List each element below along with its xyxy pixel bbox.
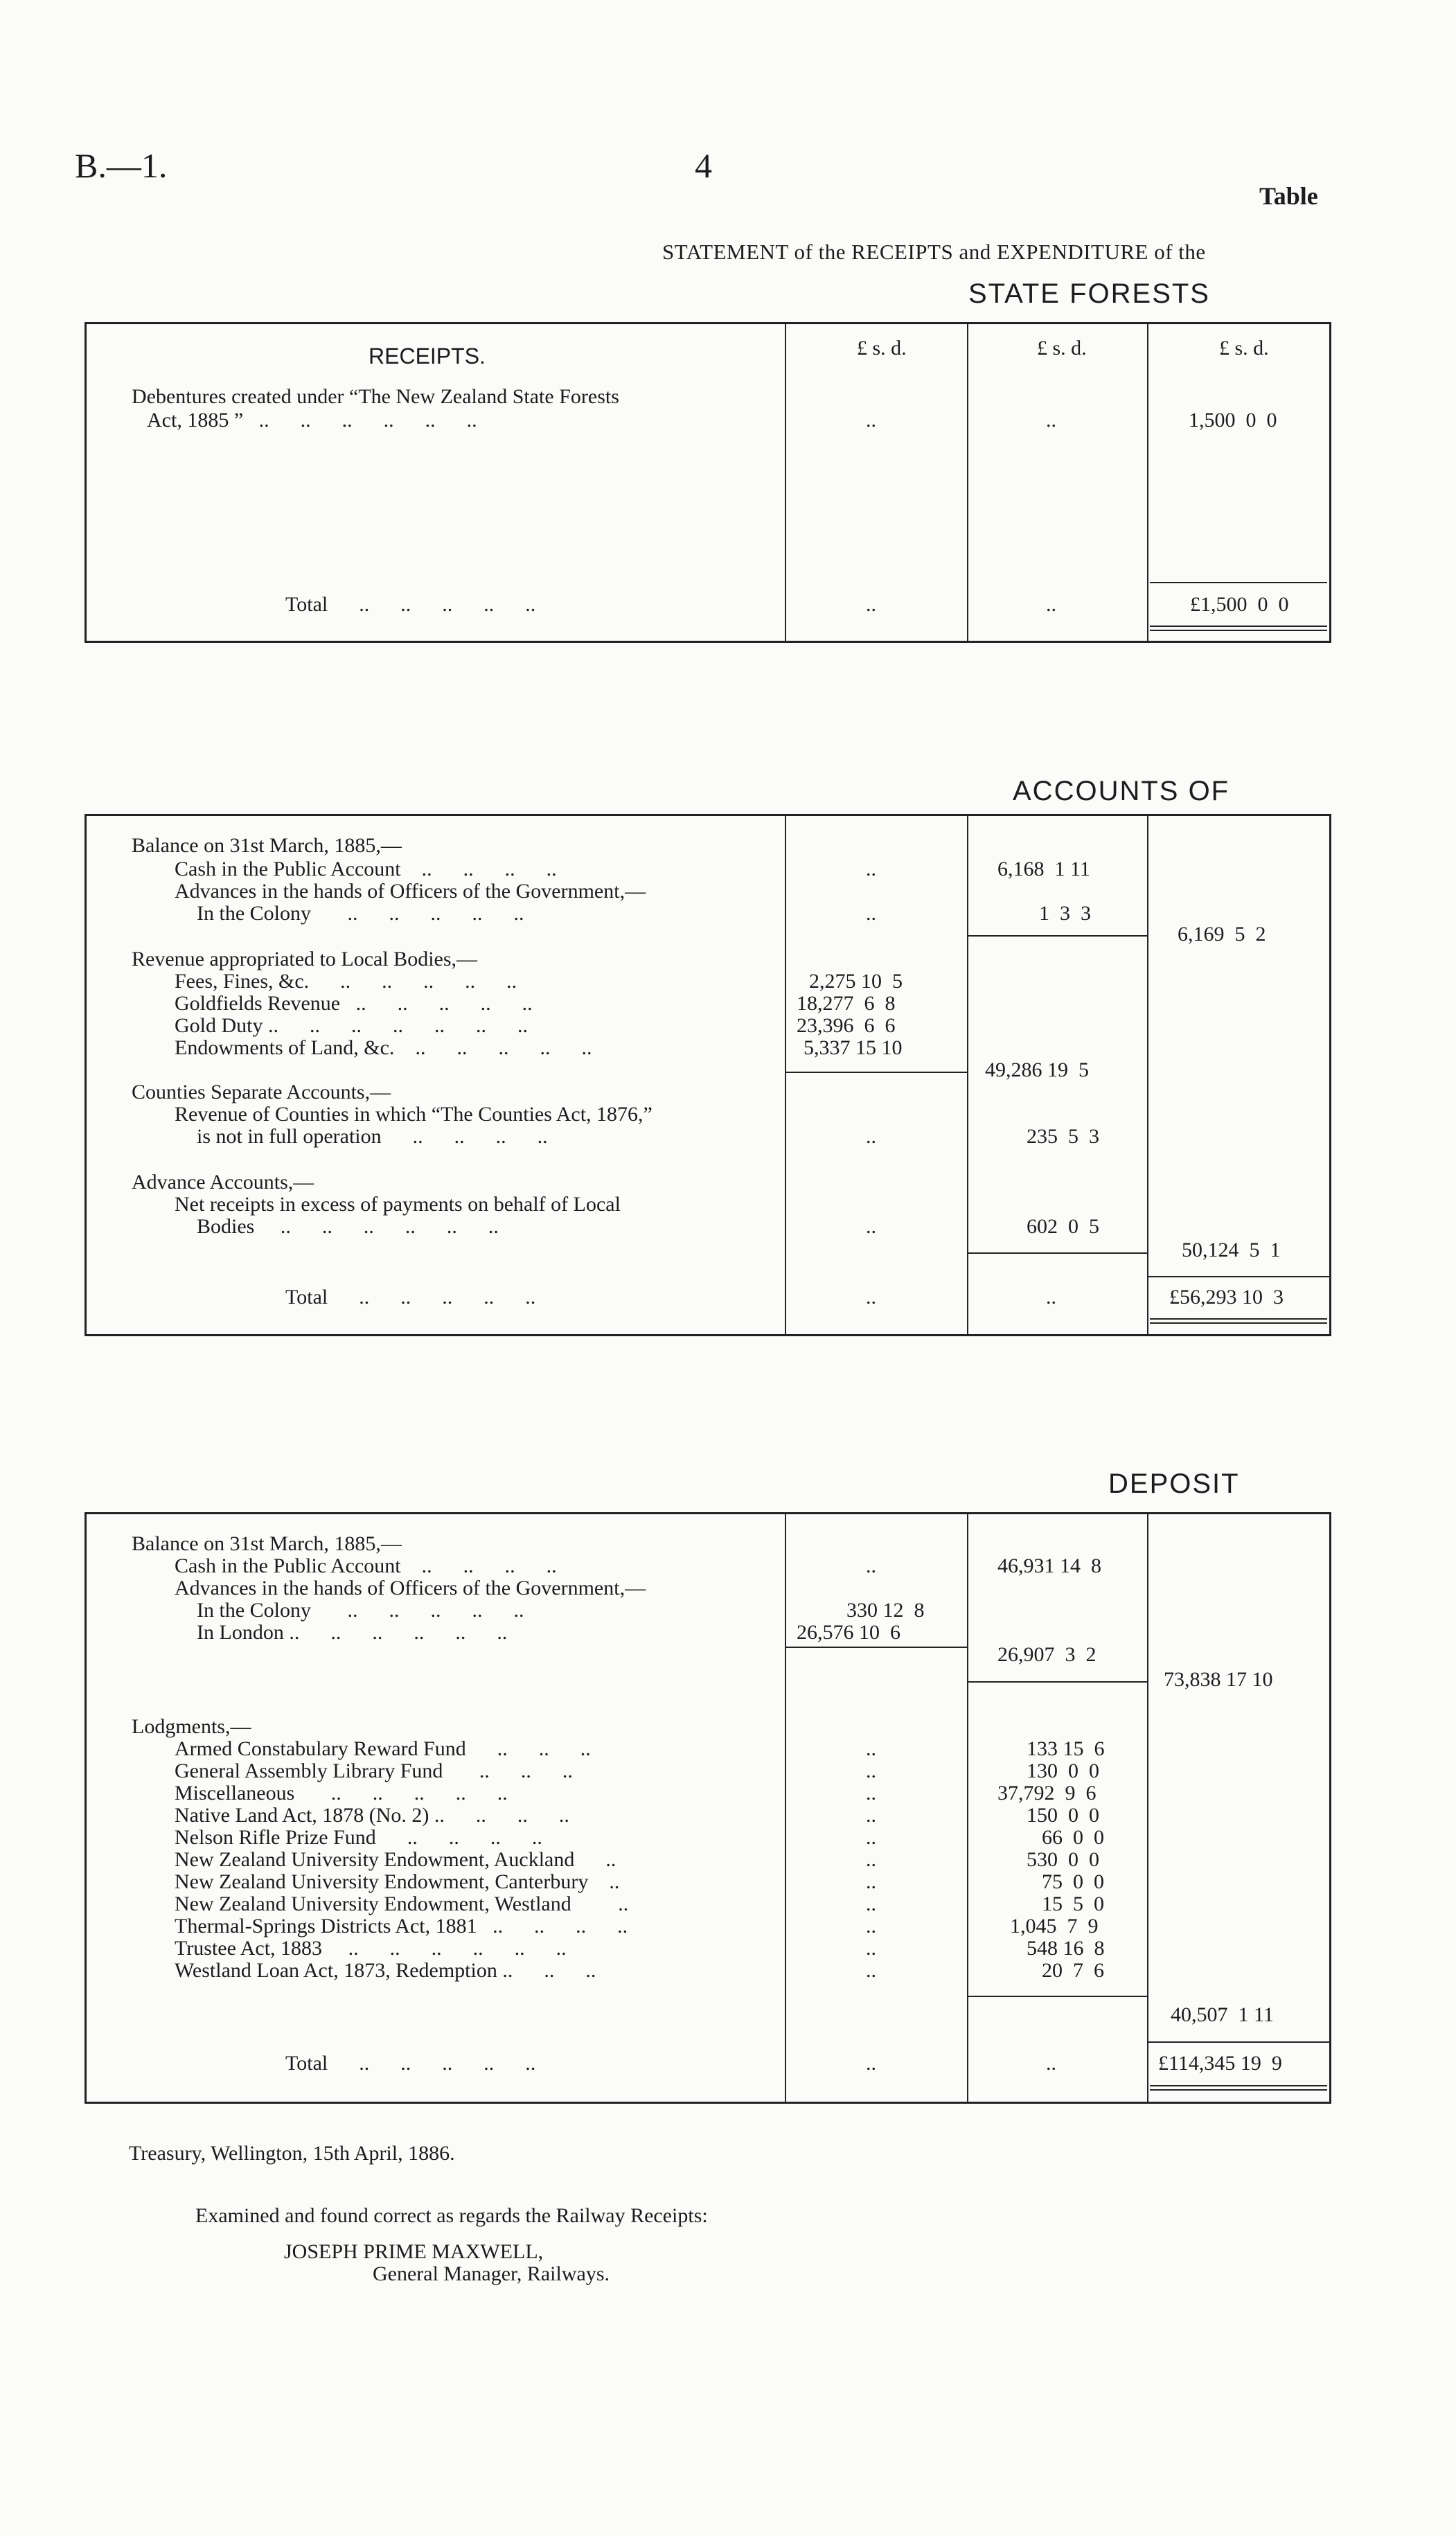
list-item: Trustee Act, 1883 .. .. .. .. .. .. bbox=[175, 1937, 567, 1960]
debentures-line-2: Act, 1885 ” .. .. .. .. .. .. bbox=[147, 409, 477, 432]
dep-colony-col1: 330 12 8 bbox=[846, 1599, 925, 1622]
lodgment-col1: .. bbox=[866, 1870, 876, 1893]
list-item: Miscellaneous .. .. .. .. .. bbox=[175, 1782, 508, 1805]
acc-counties-line-1: Revenue of Counties in which “The Counties Act, 1876,” bbox=[175, 1103, 652, 1126]
acc-goldfields-label: Goldfields Revenue .. .. .. .. .. bbox=[175, 992, 533, 1015]
dep-total-col2: .. bbox=[1046, 2052, 1056, 2075]
dep-total-col3: £114,345 19 9 bbox=[1158, 2052, 1282, 2075]
dep-total-label: Total .. .. .. .. .. bbox=[285, 2052, 536, 2075]
dep-colony-label: In the Colony .. .. .. .. .. bbox=[197, 1599, 524, 1622]
acc-advance-col2: 602 0 5 bbox=[1027, 1215, 1099, 1238]
receipts-heading: RECEIPTS. bbox=[369, 344, 486, 369]
acc-goldfields-col1: 18,277 6 8 bbox=[797, 992, 896, 1015]
lodgment-col1: .. bbox=[866, 1959, 876, 1982]
statement-heading: STATEMENT of the RECEIPTS and EXPENDITURE of the bbox=[662, 240, 1206, 264]
page-number: 4 bbox=[695, 146, 712, 185]
acc-total-label: Total .. .. .. .. .. bbox=[285, 1286, 536, 1309]
lodgment-col2: 37,792 9 6 bbox=[997, 1782, 1097, 1805]
acc-subtotal: 50,124 5 1 bbox=[1182, 1239, 1281, 1261]
lodgment-col1: .. bbox=[866, 1826, 876, 1849]
acc-colony-label: In the Colony .. .. .. .. .. bbox=[197, 902, 524, 925]
state-forests-title: STATE FORESTS bbox=[968, 278, 1210, 309]
acc-counties-heading: Counties Separate Accounts,— bbox=[132, 1081, 391, 1103]
list-item: General Assembly Library Fund .. .. .. bbox=[175, 1759, 573, 1782]
forests-total-col1: .. bbox=[866, 593, 876, 616]
acc-fees-label: Fees, Fines, &c. .. .. .. .. .. bbox=[175, 970, 517, 993]
dep-balance-heading: Balance on 31st March, 1885,— bbox=[132, 1532, 402, 1555]
list-item: Native Land Act, 1878 (No. 2) .. .. .. .. bbox=[175, 1804, 569, 1827]
lodgment-col2: 530 0 0 bbox=[1027, 1848, 1099, 1871]
lodgment-col2: 15 5 0 bbox=[1042, 1892, 1104, 1915]
acc-balance-total: 6,169 5 2 bbox=[1178, 923, 1266, 946]
debentures-col2: .. bbox=[1046, 409, 1056, 432]
list-item: Thermal-Springs Districts Act, 1881 .. .. .. .. bbox=[175, 1915, 628, 1938]
forests-total-label: Total .. .. .. .. .. bbox=[285, 593, 536, 616]
lodgment-col2: 66 0 0 bbox=[1042, 1826, 1104, 1849]
signatory-name: JOSEPH PRIME MAXWELL, bbox=[284, 2240, 544, 2263]
lodgment-col1: .. bbox=[866, 1892, 876, 1915]
lodgment-col1: .. bbox=[866, 1915, 876, 1938]
lodgment-col1: .. bbox=[866, 1782, 876, 1805]
dep-balance-total: 73,838 17 10 bbox=[1164, 1668, 1273, 1691]
lodgment-col2: 1,045 7 9 bbox=[1010, 1915, 1099, 1938]
acc-cash-col2: 6,168 1 11 bbox=[997, 858, 1090, 880]
acc-revenue-total: 49,286 19 5 bbox=[985, 1058, 1089, 1081]
acc-advance-line-2: Bodies .. .. .. .. .. .. bbox=[197, 1215, 499, 1238]
list-item: Armed Constabulary Reward Fund .. .. .. bbox=[175, 1737, 591, 1760]
col-head-3: £ s. d. bbox=[1219, 337, 1269, 360]
col-head-1: £ s. d. bbox=[857, 337, 907, 360]
dep-lodgments-heading: Lodgments,— bbox=[132, 1715, 251, 1738]
lodgment-col1: .. bbox=[866, 1759, 876, 1782]
dep-cash-label: Cash in the Public Account .. .. .. .. bbox=[175, 1554, 557, 1577]
page-reference: B.—1. bbox=[75, 146, 168, 185]
lodgment-col1: .. bbox=[866, 1848, 876, 1871]
acc-advances-label: Advances in the hands of Officers of the Government,— bbox=[175, 880, 646, 903]
acc-colony-col1: .. bbox=[866, 902, 876, 925]
acc-gold-duty-label: Gold Duty .. .. .. .. .. .. .. bbox=[175, 1014, 528, 1037]
lodgment-col2: 150 0 0 bbox=[1027, 1804, 1099, 1827]
acc-advance-heading: Advance Accounts,— bbox=[132, 1171, 314, 1194]
acc-gold-duty-col1: 23,396 6 6 bbox=[797, 1014, 896, 1037]
dep-cash-col1: .. bbox=[866, 1554, 876, 1577]
deposit-title: DEPOSIT bbox=[1108, 1469, 1240, 1499]
lodgment-col1: .. bbox=[866, 1937, 876, 1960]
acc-advance-col1: .. bbox=[866, 1215, 876, 1238]
acc-counties-line-2: is not in full operation .. .. .. .. bbox=[197, 1125, 548, 1148]
acc-balance-heading: Balance on 31st March, 1885,— bbox=[132, 834, 402, 857]
debentures-line-1: Debentures created under “The New Zealand State Forests bbox=[132, 385, 619, 408]
acc-fees-col1: 2,275 10 5 bbox=[809, 970, 903, 993]
table-word: Table bbox=[1259, 182, 1318, 210]
list-item: Nelson Rifle Prize Fund .. .. .. .. bbox=[175, 1826, 542, 1849]
acc-total-col2: .. bbox=[1046, 1286, 1056, 1309]
forests-total-col2: .. bbox=[1046, 593, 1056, 616]
acc-advance-line-1: Net receipts in excess of payments on behalf of Local bbox=[175, 1193, 621, 1216]
list-item: New Zealand University Endowment, Auckland .. bbox=[175, 1848, 616, 1871]
dep-advances-label: Advances in the hands of Officers of the Government,— bbox=[175, 1577, 646, 1599]
accounts-title: ACCOUNTS OF bbox=[1013, 776, 1230, 806]
place-date: Treasury, Wellington, 15th April, 1886. bbox=[129, 2142, 455, 2165]
list-item: New Zealand University Endowment, Westland .. bbox=[175, 1892, 629, 1915]
acc-cash-col1: .. bbox=[866, 858, 876, 880]
acc-endowments-col1: 5,337 15 10 bbox=[804, 1036, 903, 1059]
acc-endowments-label: Endowments of Land, &c. .. .. .. .. .. bbox=[175, 1036, 592, 1059]
lodgment-col1: .. bbox=[866, 1804, 876, 1827]
dep-cash-col2: 46,931 14 8 bbox=[997, 1554, 1101, 1577]
lodgment-col1: .. bbox=[866, 1737, 876, 1760]
dep-advances-total: 26,907 3 2 bbox=[997, 1643, 1097, 1666]
acc-total-col3: £56,293 10 3 bbox=[1169, 1286, 1284, 1309]
lodgment-col2: 133 15 6 bbox=[1027, 1737, 1105, 1760]
dep-total-col1: .. bbox=[866, 2052, 876, 2075]
acc-counties-col2: 235 5 3 bbox=[1027, 1125, 1099, 1148]
lodgment-col2: 548 16 8 bbox=[1027, 1937, 1105, 1960]
debentures-col1: .. bbox=[866, 409, 876, 432]
signatory-title: General Manager, Railways. bbox=[373, 2262, 610, 2285]
examined-line: Examined and found correct as regards the Railway Receipts: bbox=[195, 2204, 708, 2227]
acc-revenue-heading: Revenue appropriated to Local Bodies,— bbox=[132, 948, 478, 970]
dep-london-col1: 26,576 10 6 bbox=[797, 1621, 900, 1644]
dep-london-label: In London .. .. .. .. .. .. bbox=[197, 1621, 508, 1644]
list-item: New Zealand University Endowment, Canterbury .. bbox=[175, 1870, 620, 1893]
lodgment-col2: 20 7 6 bbox=[1042, 1959, 1104, 1982]
forests-total-col3: £1,500 0 0 bbox=[1190, 593, 1289, 616]
acc-total-col1: .. bbox=[866, 1286, 876, 1309]
dep-lodgments-total: 40,507 1 11 bbox=[1171, 2003, 1274, 2026]
acc-cash-label: Cash in the Public Account .. .. .. .. bbox=[175, 858, 557, 880]
lodgment-col2: 130 0 0 bbox=[1027, 1759, 1099, 1782]
debentures-col3: 1,500 0 0 bbox=[1189, 409, 1277, 432]
acc-colony-col2: 1 3 3 bbox=[1039, 902, 1091, 925]
col-head-2: £ s. d. bbox=[1037, 337, 1087, 360]
acc-counties-col1: .. bbox=[866, 1125, 876, 1148]
list-item: Westland Loan Act, 1873, Redemption .. .. .. bbox=[175, 1959, 596, 1982]
lodgment-col2: 75 0 0 bbox=[1042, 1870, 1104, 1893]
